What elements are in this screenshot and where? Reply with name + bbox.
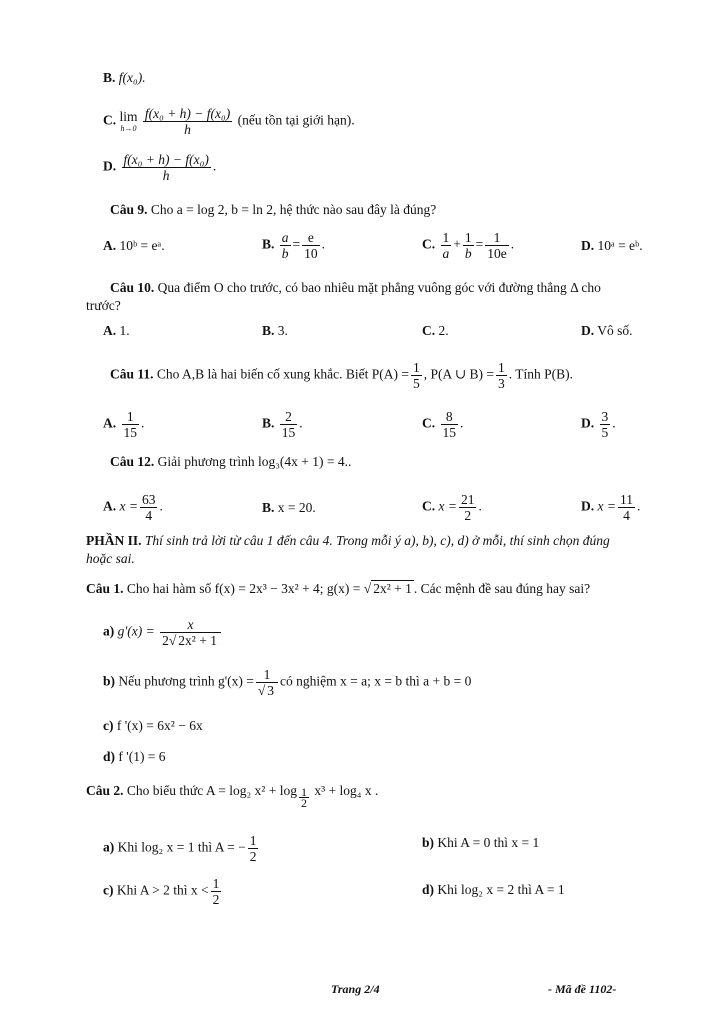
q12-option-d: D. x = $\frac{11}{4}$ . [581, 492, 641, 523]
q9-option-c: C. $\frac{1}{a}$ + $\frac{1}{b}$ = $\frac{1}{10e}$ . [422, 230, 515, 261]
part2-heading-line2: hoặc sai. [86, 551, 135, 566]
q8-d-fraction: $\frac{\text{f(x₀ + h) − f(x₀)}}{h}$ [123, 152, 209, 183]
part2-heading-line1: PHẦN II. Thí sinh trả lời từ câu 1 đến câu 4. Trong mỗi ý a), b), c), d) ở mỗi, thí sinh chọn đúng [86, 533, 610, 548]
q8-option-c: C. lim h→0 $\frac{\text{f(x₀ + h) − f(x₀)}}{h}$ (nếu tồn tại giới hạn). [103, 106, 355, 137]
p2q1-a: a) g'(x) = $\frac{x}{\text{2√ 2x² + 1}}$ [103, 617, 223, 648]
q11-option-b: B. $\frac{2}{15}$ . [262, 409, 303, 440]
p2q2-b: b) Khi A = 0 thì x = 1 [422, 835, 540, 850]
q9-option-b: B. $\frac{a}{b}$ = $\frac{e}{10}$ . [262, 230, 326, 261]
q11-option-d: D. $\frac{3}{5}$ . [581, 409, 616, 440]
q10-stem-line2: trước? [86, 298, 121, 313]
q8-option-d: D. $\frac{\text{f(x₀ + h) − f(x₀)}}{h}$ . [103, 152, 217, 183]
p2q2-c: c) Khi A > 2 thì x < $\frac{1}{2}$ [103, 876, 220, 907]
p2q1-c: c) f '(x) = 6x² − 6x [103, 718, 203, 733]
q8-c-fraction: $\frac{\text{f(x₀ + h) − f(x₀)}}{h}$ [144, 106, 231, 137]
p2q1-stem: Câu 1. Cho hai hàm số f(x) = 2x³ − 3x² + 4; g(x) = √ 2x² + 1 . Các mệnh đề sau đúng hay sai? [86, 581, 591, 596]
q10-option-b: B. 3. [262, 323, 288, 338]
q8-option-b: B. f(x₀). [103, 70, 146, 85]
page-number: Trang 2/4 [331, 982, 380, 996]
p2q2-a: a) Khi log₂ x = 1 thì A = − $\frac{1}{2}$ [103, 833, 257, 864]
p2q1-d: d) f '(1) = 6 [103, 749, 166, 764]
q12-option-c: C. x = $\frac{21}{2}$ . [422, 492, 482, 523]
q12-option-b: B. x = 20. [262, 500, 316, 515]
p2q2-d: d) Khi log₂ x = 2 thì A = 1 [422, 882, 565, 897]
q9-option-d: D. 10ᵃ = eᵇ. [581, 238, 643, 253]
q11-stem: Câu 11. Cho A,B là hai biến cố xung khắc. Biết P(A) = $\frac{1}{5}$ , P(A ∪ B) = $\frac{1}{3}$ . Tính P(B). [110, 360, 574, 391]
q12-option-a: A. x = $\frac{63}{4}$ . [103, 492, 163, 523]
q12-stem: Câu 12. Giải phương trình log₃(4x + 1) = 4.. [110, 454, 352, 469]
p2q2-stem: Câu 2. Cho biểu thức A = log₂ x² + log $\frac{1}{2}$ x³ + log₄ x . [86, 783, 379, 810]
exam-code: - Mã đề 1102- [548, 982, 617, 996]
q10-stem-line1: Câu 10. Qua điểm O cho trước, có bao nhiêu mặt phẳng vuông góc với đường thẳng Δ cho [110, 280, 601, 295]
q9-stem: Câu 9. Cho a = log 2, b = ln 2, hệ thức nào sau đây là đúng? [110, 202, 437, 217]
p2q1-b: b) Nếu phương trình g'(x) = $\frac{1}{√ 3}$ có nghiệm x = a; x = b thì a + b = 0 [103, 667, 472, 698]
q10-option-a: A. 1. [103, 323, 130, 338]
q10-option-d: D. Vô số. [581, 323, 633, 338]
q10-option-c: C. 2. [422, 323, 449, 338]
q11-option-c: C. $\frac{8}{15}$ . [422, 409, 464, 440]
q9-option-a: A. 10ᵇ = eᵃ. [103, 238, 165, 253]
q11-option-a: A. $\frac{1}{15}$ . [103, 409, 145, 440]
